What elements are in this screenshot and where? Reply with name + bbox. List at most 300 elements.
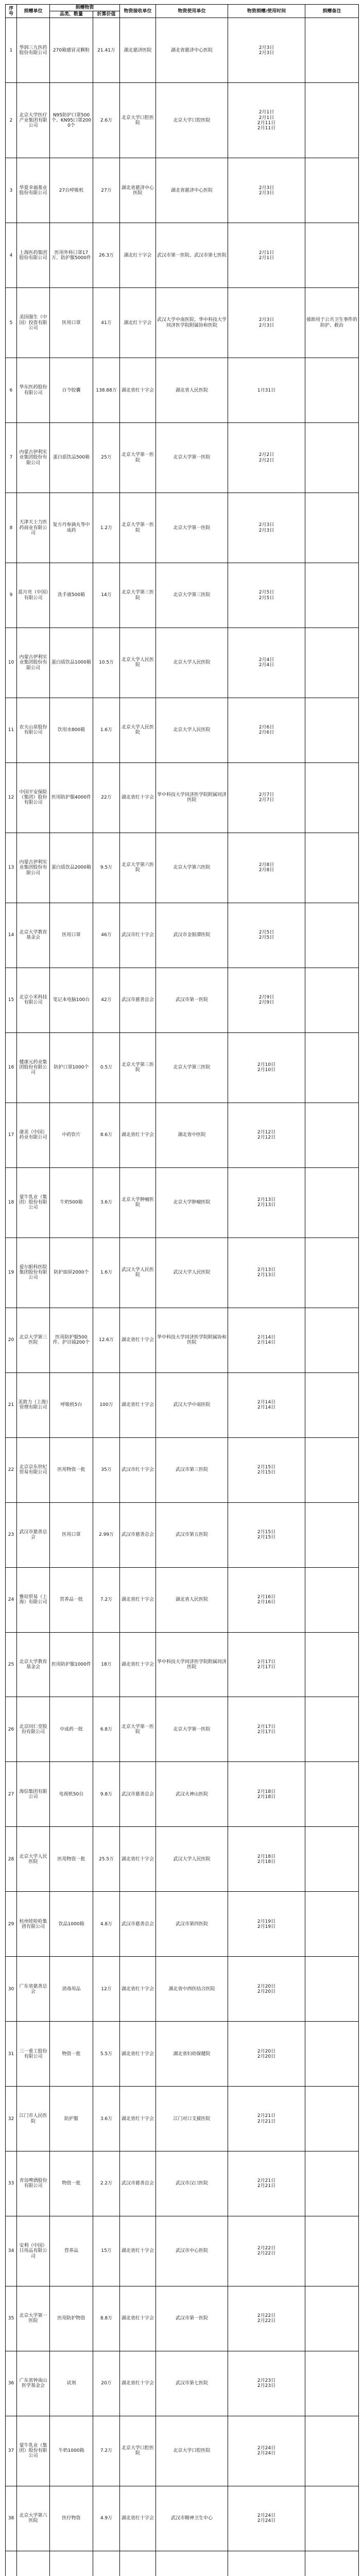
cell-unit: 江门对口支援医院: [156, 2087, 228, 2151]
cell-note: [305, 1827, 359, 1892]
table-row: [6, 563, 359, 628]
cell-donee: 北京大学第一医院: [120, 423, 156, 493]
cell-seq: 33: [6, 2151, 17, 2216]
cell-note: [305, 1632, 359, 1697]
cell-note: [305, 968, 359, 1032]
cell-time: 2月10日 2月10日: [228, 1032, 305, 1103]
cell-time: 2月6日 2月6日: [228, 698, 305, 763]
cell-donee: 湖北省红十字会: [120, 1957, 156, 2022]
table-row: [6, 1567, 359, 1632]
cell-donor: 中国平安保险（集团）股份有限公司: [17, 762, 50, 833]
table-row: [6, 2216, 359, 2286]
cell-item: 防护服: [50, 2087, 93, 2151]
cell-note: [305, 83, 359, 158]
cell-item: 医用防护物资: [50, 2286, 93, 2351]
cell-seq: 10: [6, 628, 17, 698]
table-row: [6, 493, 359, 563]
cell-donor: 上海医药集团股份有限公司: [17, 223, 50, 288]
table-row: [6, 1032, 359, 1103]
cell-time: 2月1日 2月1日 2月11日 2月11日: [228, 83, 305, 158]
cell-seq: 24: [6, 1567, 17, 1632]
cell-donor: 广东省钟南山医学基金会: [17, 2351, 50, 2416]
donation-table: [5, 4, 359, 2576]
cell-item: 营养品: [50, 2216, 93, 2286]
cell-donor: 海信集团有限公司: [17, 1762, 50, 1827]
cell-item: 医用外科口罩17万、防护服5000件: [50, 223, 93, 288]
cell-note: [305, 158, 359, 223]
cell-time: 2月16日 2月16日: [228, 1567, 305, 1632]
cell-seq: 38: [6, 2486, 17, 2551]
table-row: [6, 158, 359, 223]
cell-unit: 武汉市金银潭医院: [156, 903, 228, 968]
cell-donee: 湖北省红十字会: [120, 2351, 156, 2416]
cell-item: 饮品1000箱: [50, 1892, 93, 1957]
cell-seq: 35: [6, 2286, 17, 2351]
cell-unit: 武汉大学人民医院: [156, 1238, 228, 1308]
cell-amount: 27万: [93, 158, 120, 223]
cell-item: 复方丹参滴丸等中成药: [50, 493, 93, 563]
header-unit: 物资使用单位: [156, 5, 228, 18]
cell-amount: 25.5万: [93, 1827, 120, 1892]
cell-note: [305, 2416, 359, 2486]
cell-seq: 30: [6, 1957, 17, 2022]
cell-time: 2月14日 2月14日: [228, 1372, 305, 1437]
cell-unit: 华中科技大学同济医学院附属协和医院: [156, 1308, 228, 1372]
cell-time: 2月15日 2月15日: [228, 1437, 305, 1502]
cell-item: 蛋白质饮品1000箱: [50, 628, 93, 698]
cell-seq: 7: [6, 423, 17, 493]
cell-donor: 杭州娃哈哈集团有限公司: [17, 1892, 50, 1957]
cell-item: N95防护口罩500个、KN95口罩2000个: [50, 83, 93, 158]
cell-item: 医用物资一批: [50, 1437, 93, 1502]
table-row: [6, 903, 359, 968]
header-note: 捐赠备注: [305, 5, 359, 18]
cell-donor: 北京大学医疗产业集团有限公司: [17, 83, 50, 158]
cell-donee: 北京大学第一医院: [120, 493, 156, 563]
cell-amount: 4.9万: [93, 2486, 120, 2551]
cell-donee: 湖北省红十字会: [120, 2286, 156, 2351]
cell-donee: 湖北省红十字会: [120, 1632, 156, 1697]
cell-unit: 武汉大学中南医院: [156, 1372, 228, 1437]
cell-amount: 7.2万: [93, 2416, 120, 2486]
cell-amount: 7.2万: [93, 1567, 120, 1632]
table-row: [6, 18, 359, 83]
cell-time: 2月13日 2月13日: [228, 1167, 305, 1238]
cell-donor: 华夏幸福基业股份有限公司: [17, 158, 50, 223]
cell-unit: 湖北省妇幼保健院: [156, 2022, 228, 2087]
cell-unit: 北京大学肿瘤医院: [156, 1167, 228, 1238]
cell-note: [305, 1762, 359, 1827]
cell-item: 物资一批: [50, 2022, 93, 2087]
cell-note: [305, 833, 359, 903]
table-row: [6, 2022, 359, 2087]
cell-donor: 爱尔眼科医院集团股份有限公司: [17, 1238, 50, 1308]
cell-donee: 北京大学肿瘤医院: [120, 1167, 156, 1238]
table-row: [6, 1308, 359, 1372]
cell-donor: 雅培贸易（上海）有限公司: [17, 1567, 50, 1632]
cell-note: [305, 762, 359, 833]
cell-amount: 1.6万: [93, 698, 120, 763]
cell-donee: 武汉大学人民医院: [120, 1238, 156, 1308]
cell-seq: 8: [6, 493, 17, 563]
cell-donee: [120, 2551, 156, 2576]
table-row: [6, 1103, 359, 1167]
cell-time: 2月3日 2月3日: [228, 288, 305, 358]
cell-amount: 0.5万: [93, 1032, 120, 1103]
cell-donor: 健康元药业集团股份有限公司: [17, 1032, 50, 1103]
cell-amount: 1.6万: [93, 1238, 120, 1308]
cell-time: 2月12日 2月12日: [228, 1103, 305, 1167]
cell-amount: 18万: [93, 1632, 120, 1697]
cell-donee: 湖北省红十字会: [120, 1103, 156, 1167]
cell-item: 医疗物资: [50, 2486, 93, 2551]
cell-note: [305, 1502, 359, 1567]
cell-donee: 湖北省红十字会: [120, 1827, 156, 1892]
cell-unit: 北京大学人民医院: [156, 698, 228, 763]
table-row: [6, 2486, 359, 2551]
cell-donor: 华东医药股份有限公司: [17, 358, 50, 423]
table-row: [6, 1437, 359, 1502]
cell-item: 中药饮片: [50, 1103, 93, 1167]
cell-time: 2月2日 2月2日: [228, 423, 305, 493]
table-row: [6, 1167, 359, 1238]
cell-time: 2月20日 2月20日: [228, 1957, 305, 2022]
cell-time: 2月3日 2月3日: [228, 493, 305, 563]
cell-item: 蛋白质饮品2000箱: [50, 833, 93, 903]
cell-donor: 武汉市慈善总会: [17, 1502, 50, 1567]
table-row: [6, 1238, 359, 1308]
cell-time: 2月21日 2月21日: [228, 2087, 305, 2151]
cell-donee: 武汉市红十字会: [120, 1437, 156, 1502]
cell-note: [305, 2022, 359, 2087]
cell-unit: 北京大学人民医院: [156, 628, 228, 698]
cell-donee: 湖北省红十字会: [120, 762, 156, 833]
cell-unit: 湖北省慈济中心医院: [156, 158, 228, 223]
cell-time: 2月17日 2月17日: [228, 1632, 305, 1697]
cell-note: [305, 1892, 359, 1957]
cell-item: 中成药一批: [50, 1697, 93, 1762]
cell-seq: 25: [6, 1632, 17, 1697]
cell-note: [305, 2216, 359, 2286]
cell-unit: 武汉市第四医院: [156, 1892, 228, 1957]
cell-item: [50, 2551, 93, 2576]
cell-amount: 25万: [93, 423, 120, 493]
cell-time: 2月5日 2月5日: [228, 563, 305, 628]
cell-time: 2月23日 2月23日: [228, 2351, 305, 2416]
cell-note: [305, 563, 359, 628]
cell-unit: 湖北省人民医院: [156, 1567, 228, 1632]
table-row: [6, 288, 359, 358]
cell-note: [305, 1697, 359, 1762]
cell-note: [305, 423, 359, 493]
cell-item: 270箱感冒灵颗粒: [50, 18, 93, 83]
cell-unit: 武汉大学人民医院: [156, 1827, 228, 1892]
table-row: [6, 1502, 359, 1567]
cell-donee: 武汉市慈善总会: [120, 968, 156, 1032]
table-row: [6, 2151, 359, 2216]
cell-unit: 武汉大学中南医院、华中科技大学同济医学院附属协和医院: [156, 288, 228, 358]
cell-unit: 华中科技大学同济医学院附属同济医院: [156, 1632, 228, 1697]
table-row: [6, 358, 359, 423]
cell-item: 27台呼吸机: [50, 158, 93, 223]
cell-unit: 湖北省人民医院: [156, 358, 228, 423]
cell-note: [305, 1567, 359, 1632]
cell-unit: 湖北省中医院: [156, 1103, 228, 1167]
cell-seq: 2: [6, 83, 17, 158]
table-row: [6, 1827, 359, 1892]
cell-note: [305, 1032, 359, 1103]
table-row: [6, 968, 359, 1032]
cell-seq: 5: [6, 288, 17, 358]
cell-seq: 20: [6, 1308, 17, 1372]
cell-amount: 8.8万: [93, 2286, 120, 2351]
cell-time: 2月22日 2月22日: [228, 2286, 305, 2351]
cell-note: [305, 1238, 359, 1308]
cell-seq: 29: [6, 1892, 17, 1957]
cell-note: [305, 358, 359, 423]
cell-seq: 34: [6, 2216, 17, 2286]
cell-amount: 12万: [93, 1957, 120, 2022]
cell-item: 医用口罩: [50, 1502, 93, 1567]
cell-unit: 湖北省中西医结合医院: [156, 1957, 228, 2022]
table-row: [6, 762, 359, 833]
cell-unit: 北京大学口腔医院: [156, 2416, 228, 2486]
cell-item: 医用口罩: [50, 288, 93, 358]
cell-item: 医用防护服1000件: [50, 1632, 93, 1697]
header-amount: 折算价值: [93, 11, 120, 18]
table-row: [6, 423, 359, 493]
cell-donor: 美国强生（中国）投资有限公司: [17, 288, 50, 358]
table-row: [6, 1372, 359, 1437]
cell-unit: 武汉市中心医院: [156, 2216, 228, 2286]
cell-seq: 9: [6, 563, 17, 628]
cell-donee: 湖北红十字会: [120, 288, 156, 358]
cell-seq: 12: [6, 762, 17, 833]
cell-donee: 湖北省红十字会: [120, 2022, 156, 2087]
cell-donor: 北京大学第六医院: [17, 2486, 50, 2551]
cell-amount: 2.99万: [93, 1502, 120, 1567]
cell-amount: 14万: [93, 563, 120, 628]
cell-time: 2月15日 2月15日: [228, 1502, 305, 1567]
cell-seq: 1: [6, 18, 17, 83]
cell-amount: 3.6万: [93, 2087, 120, 2151]
header-donated-group: 捐赠物资: [50, 5, 120, 11]
cell-unit: 湖北省慈济中心医院: [156, 18, 228, 83]
cell-amount: 26.3万: [93, 223, 120, 288]
table-row: [6, 1697, 359, 1762]
cell-donor: 北京大学第三医院: [17, 1308, 50, 1372]
cell-donor: 北京京东世纪贸易有限公司: [17, 1437, 50, 1502]
cell-time: 2月24日 2月24日: [228, 2416, 305, 2486]
cell-amount: 35万: [93, 1437, 120, 1502]
cell-note: 援助用于公共卫生事件的防护、救治: [305, 288, 359, 358]
cell-note: [305, 1103, 359, 1167]
cell-note: [305, 223, 359, 288]
header-seq: 序号: [6, 5, 17, 18]
cell-item: 笔记本电脑100台: [50, 968, 93, 1032]
header-time: 物资捐赠/使用时间: [228, 5, 305, 18]
header-donee: 物资接收单位: [120, 5, 156, 18]
cell-donee: 武汉市慈善总会: [120, 1762, 156, 1827]
cell-amount: 8.6万: [93, 1103, 120, 1167]
cell-donee: 湖北省红十字会: [120, 1372, 156, 1437]
cell-note: [305, 2151, 359, 2216]
cell-seq: 3: [6, 158, 17, 223]
cell-donee: 武汉市慈善总会: [120, 1892, 156, 1957]
cell-amount: 138.88万: [93, 358, 120, 423]
cell-note: [305, 2351, 359, 2416]
cell-note: [305, 1372, 359, 1437]
cell-item: 牛奶500箱: [50, 1167, 93, 1238]
cell-donee: 武汉市慈善总会: [120, 2151, 156, 2216]
header-item-qty: 品类、数量: [50, 11, 93, 18]
cell-amount: 2.2万: [93, 2151, 120, 2216]
cell-time: 2月20日 2月20日: [228, 2022, 305, 2087]
cell-seq: 22: [6, 1437, 17, 1502]
table-row: [6, 2087, 359, 2151]
cell-unit: 武汉市第七医院: [156, 2351, 228, 2416]
cell-unit: 武汉市第三医院: [156, 1437, 228, 1502]
cell-donee: 武汉市红十字会: [120, 903, 156, 968]
cell-amount: 3.6万: [93, 1167, 120, 1238]
cell-unit: 武汉市第一医院、武汉市第七医院: [156, 223, 228, 288]
table-row: [6, 83, 359, 158]
cell-note: [305, 1957, 359, 2022]
cell-seq: 28: [6, 1827, 17, 1892]
cell-donee: 湖北省慈济中心医院: [120, 158, 156, 223]
cell-donee: 北京大学第六医院: [120, 833, 156, 903]
cell-amount: 2.6万: [93, 83, 120, 158]
cell-item: 消毒用品: [50, 1957, 93, 2022]
cell-item: 饮用水800箱: [50, 698, 93, 763]
cell-note: [305, 1308, 359, 1372]
cell-donee: 湖北红十字会: [120, 223, 156, 288]
cell-amount: 1.2万: [93, 493, 120, 563]
cell-time: 2月13日 2月13日: [228, 1238, 305, 1308]
cell-time: [228, 2551, 305, 2576]
cell-item: 医用防护服4000件: [50, 762, 93, 833]
cell-seq: 26: [6, 1697, 17, 1762]
cell-unit: 武汉市第五医院: [156, 1502, 228, 1567]
cell-item: 电视机50台: [50, 1762, 93, 1827]
cell-note: [305, 2551, 359, 2576]
cell-seq: 37: [6, 2416, 17, 2486]
cell-amount: 20万: [93, 2351, 120, 2416]
cell-time: 2月3日 2月3日: [228, 18, 305, 83]
cell-donor: 青岛啤酒股份有限公司: [17, 2151, 50, 2216]
cell-donee: 湖北省红十字会: [120, 1567, 156, 1632]
cell-unit: [156, 2551, 228, 2576]
cell-donor: 内蒙古伊利实业集团股份有限公司: [17, 423, 50, 493]
cell-donor: 蓝月亮（中国）有限公司: [17, 563, 50, 628]
cell-amount: 9.8万: [93, 1762, 120, 1827]
table-header-row: [6, 5, 359, 11]
cell-donee: 北京大学人民医院: [120, 698, 156, 763]
cell-unit: 北京大学第一医院: [156, 493, 228, 563]
cell-seq: 6: [6, 358, 17, 423]
cell-donor: 北京大学教育基金会: [17, 1632, 50, 1697]
cell-donee: 北京大学第一医院: [120, 1697, 156, 1762]
table-body: [6, 18, 359, 2576]
cell-donor: 天津天士力医药商业有限公司: [17, 493, 50, 563]
table-row: [6, 698, 359, 763]
cell-amount: [93, 2551, 120, 2576]
cell-donee: 武汉市慈善总会: [120, 1502, 156, 1567]
cell-time: 2月8日 2月8日: [228, 833, 305, 903]
cell-item: 牛奶1000箱: [50, 2416, 93, 2486]
cell-donee: 北京大学第三医院: [120, 563, 156, 628]
cell-unit: 武汉火神山医院: [156, 1762, 228, 1827]
cell-amount: 12.6万: [93, 1308, 120, 1372]
cell-item: 蛋白质饮品500箱: [50, 423, 93, 493]
cell-donee: 北京大学口腔医院: [120, 2416, 156, 2486]
table-row: [6, 2286, 359, 2351]
cell-item: 医用口罩: [50, 903, 93, 968]
cell-item: 百令胶囊: [50, 358, 93, 423]
cell-amount: 100万: [93, 1372, 120, 1437]
cell-donor: 农夫山泉股份有限公司: [17, 698, 50, 763]
cell-donor: [17, 2551, 50, 2576]
cell-donor: 三一重工股份有限公司: [17, 2022, 50, 2087]
cell-time: 2月21日 2月21日: [228, 2151, 305, 2216]
cell-seq: 11: [6, 698, 17, 763]
cell-note: [305, 698, 359, 763]
cell-amount: 46万: [93, 903, 120, 968]
cell-amount: 6.8万: [93, 1697, 120, 1762]
cell-unit: 武汉市汉口医院: [156, 2151, 228, 2216]
cell-seq: 15: [6, 968, 17, 1032]
cell-unit: 北京大学口腔医院: [156, 83, 228, 158]
table-row: [6, 1632, 359, 1697]
cell-time: 2月1日 2月1日: [228, 223, 305, 288]
cell-note: [305, 18, 359, 83]
cell-note: [305, 1167, 359, 1238]
table-row: [6, 2551, 359, 2576]
header-donor: 捐赠单位: [17, 5, 50, 18]
table-row: [6, 1762, 359, 1827]
cell-note: [305, 493, 359, 563]
cell-seq: 4: [6, 223, 17, 288]
cell-amount: 22万: [93, 762, 120, 833]
cell-donor: 广东省慈善总会: [17, 1957, 50, 2022]
cell-donor: 北京小米科技有限公司: [17, 968, 50, 1032]
cell-donee: 北京大学口腔医院: [120, 83, 156, 158]
cell-time: 1月31日: [228, 358, 305, 423]
table-row: [6, 223, 359, 288]
cell-time: 2月4日 2月4日: [228, 628, 305, 698]
cell-donor: 北京同仁堂股份有限公司: [17, 1697, 50, 1762]
cell-donor: 内蒙古伊利实业集团股份有限公司: [17, 628, 50, 698]
cell-unit: 北京大学第三医院: [156, 1032, 228, 1103]
cell-donee: 湖北省红十字会: [120, 358, 156, 423]
table-row: [6, 833, 359, 903]
cell-donor: 内蒙古伊利实业集团股份有限公司: [17, 833, 50, 903]
cell-time: 2月17日 2月17日: [228, 1697, 305, 1762]
cell-seq: 18: [6, 1167, 17, 1238]
cell-donee: 湖北省红十字会: [120, 2216, 156, 2286]
cell-item: 医用防护服500件、护目镜200个: [50, 1308, 93, 1372]
cell-donor: 北京大学第一医院: [17, 2286, 50, 2351]
cell-donee: 湖北省红十字会: [120, 1308, 156, 1372]
cell-seq: 21: [6, 1372, 17, 1437]
cell-time: 2月7日 2月7日: [228, 762, 305, 833]
cell-donor: 美敦力（上海）管理有限公司: [17, 1372, 50, 1437]
cell-donor: 安利（中国）日用品有限公司: [17, 2216, 50, 2286]
cell-time: 2月22日 2月22日: [228, 2216, 305, 2286]
cell-time: 2月14日 2月14日: [228, 1308, 305, 1372]
table-row: [6, 2351, 359, 2416]
cell-donor: 蒙牛乳业（集团）股份有限公司: [17, 1167, 50, 1238]
